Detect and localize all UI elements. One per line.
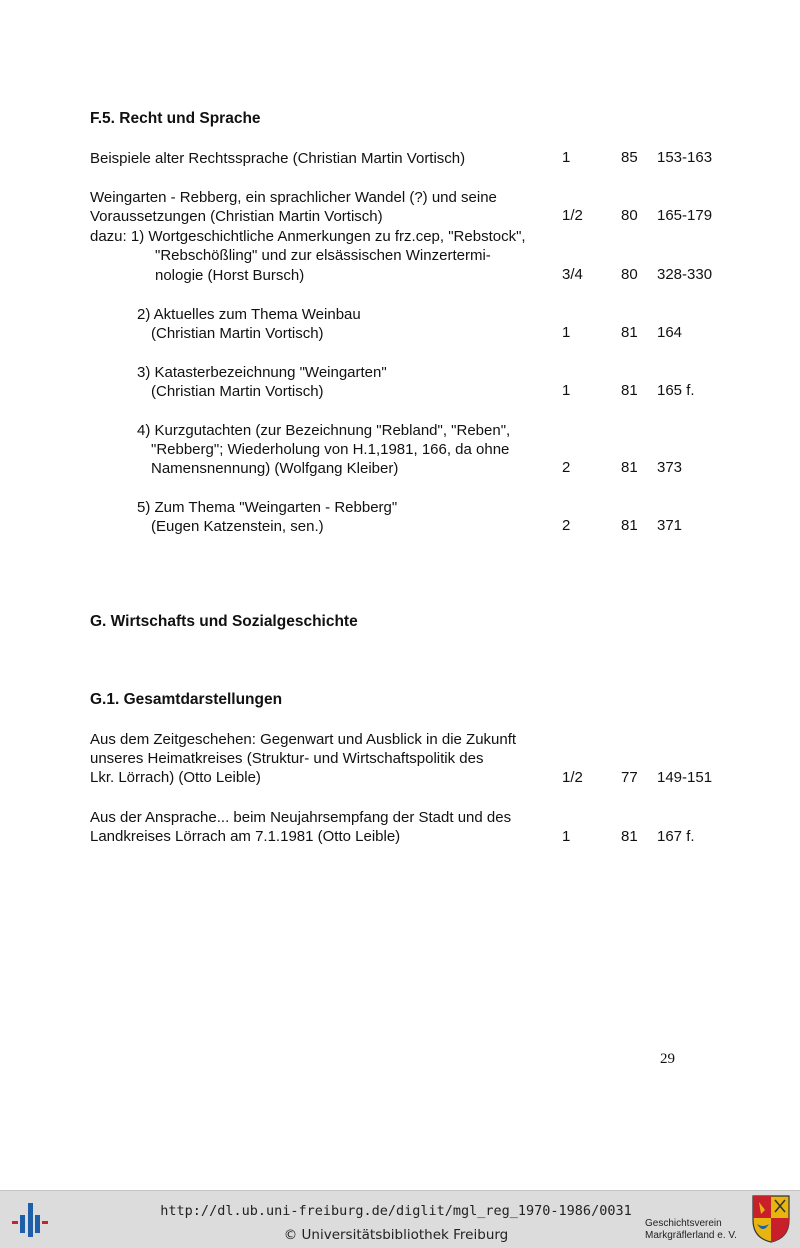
entry-jahr: 81 [621,517,638,534]
entry-heft: 1 [562,324,571,341]
entry-seiten: 165 f. [657,382,695,399]
entry-title: Landkreises Lörrach am 7.1.1981 (Otto Leible) [90,828,401,845]
entry-heft: 2 [562,517,571,534]
entry-jahr: 77 [621,769,638,786]
coat-of-arms-icon [751,1194,791,1244]
entry-title: Beispiele alter Rechtssprache (Christian Martin Vortisch) [90,150,466,167]
entry-seiten: 373 [657,459,683,476]
society-name [645,1218,737,1242]
entry-title: (Christian Martin Vortisch) [151,383,324,400]
entry-seiten: 167 f. [657,828,695,845]
entry-seiten: 153-163 [657,149,713,166]
entry-jahr: 85 [621,149,638,166]
entry-title: Aus dem Zeitgeschehen: Gegenwart und Ausblick in die Zukunft [90,731,517,748]
entry-heft: 1/2 [562,207,583,224]
entry-title: Namensnennung) (Wolfgang Kleiber) [151,460,399,477]
entry-title: 3) Katasterbezeichnung "Weingarten" [137,364,387,381]
entry-title: 4) Kurzgutachten (zur Bezeichnung "Rebland", "Reben", [137,422,511,439]
entry-seiten: 149-151 [657,769,713,786]
entry-title: dazu: 1) Wortgeschichtliche Anmerkungen zu frz.cep, "Rebstock", [90,228,526,245]
entry-seiten: 164 [657,324,683,341]
entry-title: Voraussetzungen (Christian Martin Vortisch) [90,208,383,225]
entry-jahr: 81 [621,828,638,845]
footer-url[interactable]: http://dl.ub.uni-freiburg.de/diglit/mgl_reg_1970-1986/0031 [160,1203,632,1219]
entry-heft: 1 [562,149,571,166]
entry-title: 5) Zum Thema "Weingarten - Rebberg" [137,499,398,516]
society-line-2: Markgräflerland e. V. [645,1230,737,1241]
entry-title: "Rebberg"; Wiederholung von H.1,1981, 166, da ohne [151,441,510,458]
entry-seiten: 165-179 [657,207,713,224]
entry-jahr: 81 [621,382,638,399]
entry-title: nologie (Horst Bursch) [155,267,305,284]
section-heading-f5: F.5. Recht und Sprache [90,110,261,127]
entry-title: Weingarten - Rebberg, ein sprachlicher Wandel (?) und seine [90,189,497,206]
entry-title: unseres Heimatkreises (Struktur- und Wirtschaftspolitik des [90,750,484,767]
entry-jahr: 80 [621,207,638,224]
entry-title: 2) Aktuelles zum Thema Weinbau [137,306,361,323]
entry-heft: 1/2 [562,769,583,786]
society-line-1: Geschichtsverein [645,1218,722,1229]
entry-title: (Christian Martin Vortisch) [151,325,324,342]
entry-title: Lkr. Lörrach) (Otto Leible) [90,769,261,786]
entry-title: (Eugen Katzenstein, sen.) [151,518,324,535]
entry-title: Aus der Ansprache... beim Neujahrsempfang der Stadt und des [90,809,512,826]
entry-heft: 1 [562,828,571,845]
entry-title: "Rebschößling" und zur elsässischen Winzertermi- [155,247,491,264]
section-heading-g: G. Wirtschafts und Sozialgeschichte [90,613,358,630]
footer-copyright: © Universitätsbibliothek Freiburg [283,1227,509,1243]
entry-seiten: 328-330 [657,266,713,283]
entry-heft: 2 [562,459,571,476]
entry-heft: 3/4 [562,266,583,283]
page-number: 29 [660,1051,675,1067]
section-heading-g1: G.1. Gesamtdarstellungen [90,691,283,708]
entry-heft: 1 [562,382,571,399]
entry-jahr: 80 [621,266,638,283]
entry-jahr: 81 [621,459,638,476]
entry-jahr: 81 [621,324,638,341]
footer-bar [0,1190,800,1248]
entry-seiten: 371 [657,517,683,534]
